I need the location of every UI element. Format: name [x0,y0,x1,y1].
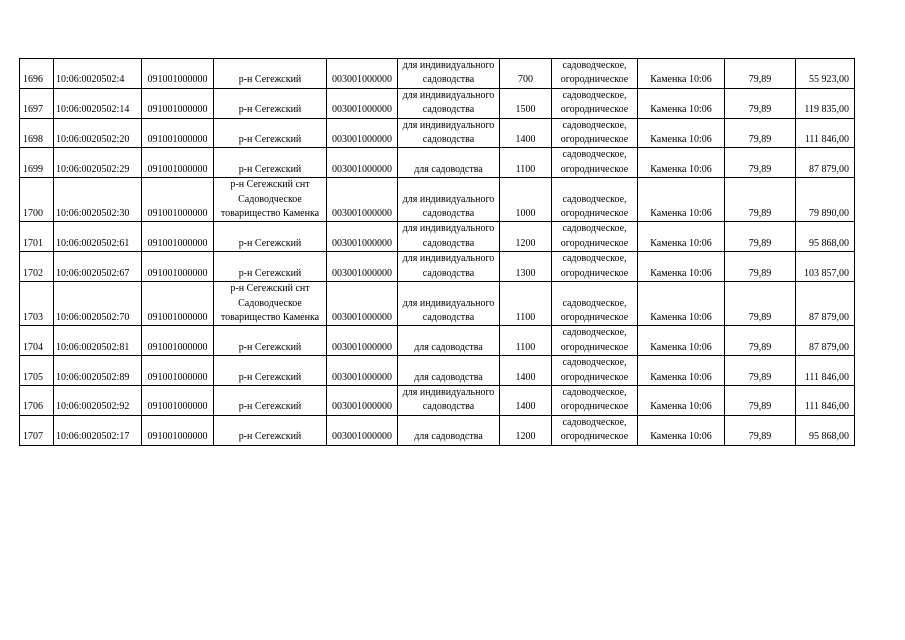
specific-value-cell: 79,89 [725,385,796,415]
permitted-use-cell: для индивидуального садоводства [398,59,500,89]
oktmo-code-cell: 091001000000 [142,148,214,178]
specific-value-cell: 79,89 [725,282,796,326]
cadastral-value-cell: 87 879,00 [796,148,855,178]
area-cell: 1200 [500,222,552,252]
row-number-cell: 1707 [20,415,54,445]
oktmo-code-cell: 091001000000 [142,385,214,415]
area-cell: 1400 [500,385,552,415]
use-category-cell: садоводческое, огородническое [552,178,638,222]
use-category-cell: садоводческое, огородническое [552,356,638,386]
cadastral-number-cell: 10:06:0020502:67 [54,252,142,282]
row-number-cell: 1704 [20,326,54,356]
address-cell: р-н Сегежский [214,222,327,252]
cadastral-value-cell: 111 846,00 [796,356,855,386]
table-row [20,88,855,118]
permitted-use-cell: для индивидуального садоводства [398,385,500,415]
group-code-cell: 003001000000 [327,88,398,118]
oktmo-code-cell: 091001000000 [142,88,214,118]
oktmo-code-cell: 091001000000 [142,222,214,252]
address-cell: р-н Сегежский [214,326,327,356]
oktmo-code-cell: 091001000000 [142,118,214,148]
group-code-cell: 003001000000 [327,148,398,178]
valuation-zone-cell: Каменка 10:06 [638,148,725,178]
table-row [20,356,855,386]
area-cell: 1300 [500,252,552,282]
use-category-cell: садоводческое, огородническое [552,222,638,252]
table-row [20,326,855,356]
specific-value-cell: 79,89 [725,88,796,118]
area-cell: 1100 [500,148,552,178]
address-cell: р-н Сегежский [214,118,327,148]
address-cell: р-н Сегежский снт Садоводческое товарищество Каменка [214,282,327,326]
specific-value-cell: 79,89 [725,59,796,89]
address-cell: р-н Сегежский [214,385,327,415]
permitted-use-cell: для индивидуального садоводства [398,88,500,118]
cadastral-value-cell: 87 879,00 [796,326,855,356]
use-category-cell: садоводческое, огородническое [552,385,638,415]
oktmo-code-cell: 091001000000 [142,415,214,445]
group-code-cell: 003001000000 [327,59,398,89]
oktmo-code-cell: 091001000000 [142,178,214,222]
area-cell: 1500 [500,88,552,118]
cadastral-value-table [19,58,855,446]
row-number-cell: 1700 [20,178,54,222]
area-cell: 1200 [500,415,552,445]
address-cell: р-н Сегежский [214,252,327,282]
specific-value-cell: 79,89 [725,222,796,252]
oktmo-code-cell: 091001000000 [142,59,214,89]
cadastral-value-cell: 79 890,00 [796,178,855,222]
valuation-zone-cell: Каменка 10:06 [638,222,725,252]
specific-value-cell: 79,89 [725,252,796,282]
group-code-cell: 003001000000 [327,178,398,222]
specific-value-cell: 79,89 [725,326,796,356]
use-category-cell: садоводческое, огородническое [552,88,638,118]
area-cell: 1100 [500,326,552,356]
table-row [20,385,855,415]
group-code-cell: 003001000000 [327,415,398,445]
permitted-use-cell: для садоводства [398,356,500,386]
group-code-cell: 003001000000 [327,385,398,415]
table-body [20,59,855,446]
specific-value-cell: 79,89 [725,178,796,222]
valuation-zone-cell: Каменка 10:06 [638,59,725,89]
use-category-cell: садоводческое, огородническое [552,282,638,326]
group-code-cell: 003001000000 [327,326,398,356]
cadastral-number-cell: 10:06:0020502:17 [54,415,142,445]
cadastral-value-cell: 95 868,00 [796,415,855,445]
group-code-cell: 003001000000 [327,252,398,282]
row-number-cell: 1698 [20,118,54,148]
row-number-cell: 1697 [20,88,54,118]
area-cell: 1100 [500,282,552,326]
cadastral-value-cell: 95 868,00 [796,222,855,252]
oktmo-code-cell: 091001000000 [142,252,214,282]
cadastral-number-cell: 10:06:0020502:89 [54,356,142,386]
row-number-cell: 1701 [20,222,54,252]
cadastral-number-cell: 10:06:0020502:70 [54,282,142,326]
cadastral-value-cell: 111 846,00 [796,385,855,415]
area-cell: 1000 [500,178,552,222]
valuation-zone-cell: Каменка 10:06 [638,178,725,222]
valuation-zone-cell: Каменка 10:06 [638,282,725,326]
address-cell: р-н Сегежский [214,415,327,445]
permitted-use-cell: для индивидуального садоводства [398,118,500,148]
valuation-zone-cell: Каменка 10:06 [638,118,725,148]
row-number-cell: 1705 [20,356,54,386]
cadastral-number-cell: 10:06:0020502:4 [54,59,142,89]
cadastral-value-cell: 55 923,00 [796,59,855,89]
specific-value-cell: 79,89 [725,118,796,148]
table-row [20,59,855,89]
row-number-cell: 1699 [20,148,54,178]
row-number-cell: 1702 [20,252,54,282]
use-category-cell: садоводческое, огородническое [552,118,638,148]
cadastral-number-cell: 10:06:0020502:92 [54,385,142,415]
use-category-cell: садоводческое, огородническое [552,59,638,89]
valuation-zone-cell: Каменка 10:06 [638,326,725,356]
table-row [20,282,855,326]
row-number-cell: 1706 [20,385,54,415]
address-cell: р-н Сегежский [214,88,327,118]
permitted-use-cell: для садоводства [398,148,500,178]
oktmo-code-cell: 091001000000 [142,356,214,386]
group-code-cell: 003001000000 [327,118,398,148]
permitted-use-cell: для индивидуального садоводства [398,282,500,326]
valuation-zone-cell: Каменка 10:06 [638,415,725,445]
cadastral-value-cell: 111 846,00 [796,118,855,148]
permitted-use-cell: для индивидуального садоводства [398,178,500,222]
area-cell: 1400 [500,356,552,386]
use-category-cell: садоводческое, огородническое [552,326,638,356]
address-cell: р-н Сегежский [214,59,327,89]
specific-value-cell: 79,89 [725,415,796,445]
permitted-use-cell: для индивидуального садоводства [398,222,500,252]
table-row [20,415,855,445]
table-row [20,178,855,222]
valuation-zone-cell: Каменка 10:06 [638,252,725,282]
address-cell: р-н Сегежский [214,356,327,386]
valuation-zone-cell: Каменка 10:06 [638,88,725,118]
cadastral-number-cell: 10:06:0020502:61 [54,222,142,252]
cadastral-number-cell: 10:06:0020502:29 [54,148,142,178]
permitted-use-cell: для садоводства [398,415,500,445]
use-category-cell: садоводческое, огородническое [552,415,638,445]
permitted-use-cell: для индивидуального садоводства [398,252,500,282]
permitted-use-cell: для садоводства [398,326,500,356]
oktmo-code-cell: 091001000000 [142,282,214,326]
cadastral-value-cell: 103 857,00 [796,252,855,282]
specific-value-cell: 79,89 [725,148,796,178]
table-row [20,148,855,178]
cadastral-value-cell: 87 879,00 [796,282,855,326]
valuation-zone-cell: Каменка 10:06 [638,385,725,415]
cadastral-number-cell: 10:06:0020502:20 [54,118,142,148]
cadastral-number-cell: 10:06:0020502:81 [54,326,142,356]
address-cell: р-н Сегежский снт Садоводческое товарищество Каменка [214,178,327,222]
cadastral-number-cell: 10:06:0020502:30 [54,178,142,222]
group-code-cell: 003001000000 [327,282,398,326]
table-row [20,252,855,282]
area-cell: 1400 [500,118,552,148]
row-number-cell: 1696 [20,59,54,89]
table-row [20,118,855,148]
cadastral-number-cell: 10:06:0020502:14 [54,88,142,118]
cadastral-value-cell: 119 835,00 [796,88,855,118]
area-cell: 700 [500,59,552,89]
row-number-cell: 1703 [20,282,54,326]
table-row [20,222,855,252]
specific-value-cell: 79,89 [725,356,796,386]
group-code-cell: 003001000000 [327,356,398,386]
oktmo-code-cell: 091001000000 [142,326,214,356]
address-cell: р-н Сегежский [214,148,327,178]
use-category-cell: садоводческое, огородническое [552,148,638,178]
valuation-zone-cell: Каменка 10:06 [638,356,725,386]
use-category-cell: садоводческое, огородническое [552,252,638,282]
group-code-cell: 003001000000 [327,222,398,252]
